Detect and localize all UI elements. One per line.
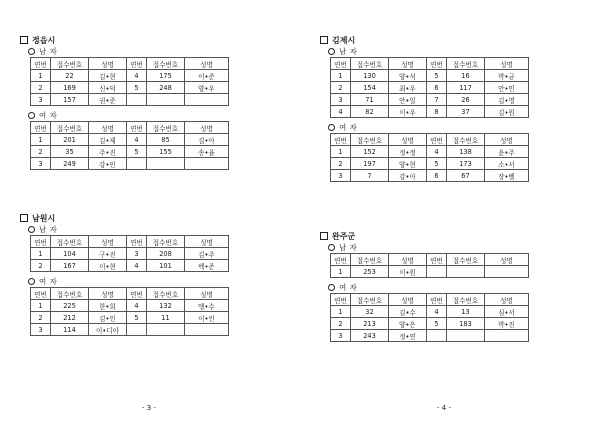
table-cell: 11 xyxy=(147,312,185,324)
table-cell: 130 xyxy=(351,70,389,82)
column-header: 성명 xyxy=(389,254,427,266)
table-cell: 구•진 xyxy=(89,248,127,260)
column-header: 연번 xyxy=(31,236,51,248)
region-name: 완주군 xyxy=(332,231,356,241)
column-header: 연번 xyxy=(427,58,447,70)
table-cell: 소•서 xyxy=(485,158,529,170)
table-cell: 5 xyxy=(427,158,447,170)
table-row xyxy=(31,324,229,336)
table-cell xyxy=(185,158,229,170)
table-cell: 71 xyxy=(351,94,389,106)
table-cell: 정•연 xyxy=(389,330,427,342)
table-cell: 이•인 xyxy=(185,312,229,324)
table-row xyxy=(31,300,229,312)
table-cell: 1 xyxy=(31,248,51,260)
table-cell: 강•아 xyxy=(389,170,427,182)
column-header: 접수번호 xyxy=(447,58,485,70)
column-header: 연번 xyxy=(31,122,51,134)
column-header: 연번 xyxy=(127,122,147,134)
group-label xyxy=(28,276,229,287)
checkbox-square-icon xyxy=(320,232,328,240)
table-header-row xyxy=(331,58,529,70)
table-cell xyxy=(447,330,485,342)
table-cell: 이•우 xyxy=(389,106,427,118)
applicant-table xyxy=(330,253,529,278)
table-cell: 3 xyxy=(31,324,51,336)
table-cell: 5 xyxy=(127,312,147,324)
column-header: 성명 xyxy=(185,58,229,70)
table-cell: 155 xyxy=(147,146,185,158)
circle-bullet-icon xyxy=(28,48,35,55)
table-cell: 4 xyxy=(427,146,447,158)
table-cell: 152 xyxy=(351,146,389,158)
table-cell: 201 xyxy=(51,134,89,146)
table-cell: 1 xyxy=(31,134,51,146)
table-cell: 백•준 xyxy=(185,260,229,272)
column-header: 접수번호 xyxy=(351,134,389,146)
table-row xyxy=(331,146,529,158)
table-row xyxy=(31,260,229,272)
table-cell: 7 xyxy=(351,170,389,182)
table-cell: 안•일 xyxy=(389,94,427,106)
column-header: 성명 xyxy=(485,134,529,146)
table-cell: 김•수 xyxy=(389,306,427,318)
table-cell: 양•현 xyxy=(389,158,427,170)
table-row xyxy=(331,106,529,118)
table-row xyxy=(31,94,229,106)
table-row xyxy=(331,70,529,82)
table-cell: 82 xyxy=(351,106,389,118)
table-row xyxy=(31,248,229,260)
table-cell xyxy=(427,266,447,278)
group-label xyxy=(328,122,529,133)
column-header: 접수번호 xyxy=(51,236,89,248)
group-label xyxy=(328,282,529,293)
region-gimje xyxy=(320,34,529,182)
column-header: 접수번호 xyxy=(147,236,185,248)
table-cell xyxy=(427,330,447,342)
table-cell: 이•원 xyxy=(389,266,427,278)
group-label xyxy=(28,110,229,121)
column-header: 성명 xyxy=(185,122,229,134)
table-row xyxy=(31,312,229,324)
table-cell: 김•아 xyxy=(185,134,229,146)
table-cell xyxy=(485,330,529,342)
table-row xyxy=(31,134,229,146)
group-label xyxy=(328,242,529,253)
table-cell: 주•진 xyxy=(89,146,127,158)
table-cell: 이•디아 xyxy=(89,324,127,336)
table-row xyxy=(31,158,229,170)
region-namwon xyxy=(20,212,229,336)
column-header: 성명 xyxy=(485,254,529,266)
table-cell: 248 xyxy=(147,82,185,94)
table-cell: 박•균 xyxy=(485,70,529,82)
table-cell: 4 xyxy=(427,306,447,318)
table-cell: 김•제 xyxy=(89,134,127,146)
table-cell: 2 xyxy=(31,312,51,324)
column-header: 연번 xyxy=(331,58,351,70)
page-right xyxy=(300,0,600,424)
table-cell: 6 xyxy=(427,82,447,94)
column-header: 연번 xyxy=(331,134,351,146)
table-row xyxy=(331,266,529,278)
table-cell: 4 xyxy=(127,134,147,146)
table-cell: 2 xyxy=(31,146,51,158)
group-label-text: 여 자 xyxy=(39,277,58,286)
column-header: 접수번호 xyxy=(447,134,485,146)
table-cell: 67 xyxy=(447,170,485,182)
column-header: 접수번호 xyxy=(447,294,485,306)
table-cell: 4 xyxy=(127,70,147,82)
circle-bullet-icon xyxy=(28,112,35,119)
column-header: 성명 xyxy=(89,122,127,134)
table-cell xyxy=(127,324,147,336)
group-label xyxy=(328,46,529,57)
table-cell: 정•정 xyxy=(389,146,427,158)
group-label-text: 남 자 xyxy=(339,243,358,252)
circle-bullet-icon xyxy=(28,278,35,285)
table-cell: 신•덕 xyxy=(89,82,127,94)
table-cell: 13 xyxy=(447,306,485,318)
table-header-row xyxy=(331,134,529,146)
table-header-row xyxy=(331,254,529,266)
table-header-row xyxy=(31,236,229,248)
table-cell: 4 xyxy=(127,300,147,312)
table-cell: 5 xyxy=(427,318,447,330)
table-row xyxy=(331,330,529,342)
column-header: 성명 xyxy=(389,134,427,146)
column-header: 접수번호 xyxy=(147,58,185,70)
column-header: 접수번호 xyxy=(51,122,89,134)
region-jeongeup xyxy=(20,34,229,170)
table-cell: 1 xyxy=(31,70,51,82)
table-cell: 35 xyxy=(51,146,89,158)
column-header: 성명 xyxy=(389,58,427,70)
applicant-table xyxy=(330,293,529,342)
table-cell: 김•영 xyxy=(485,94,529,106)
table-cell: 양•은 xyxy=(389,318,427,330)
column-header: 연번 xyxy=(31,288,51,300)
table-cell: 김•주 xyxy=(185,248,229,260)
table-cell: 249 xyxy=(51,158,89,170)
circle-bullet-icon xyxy=(328,244,335,251)
table-cell xyxy=(185,94,229,106)
table-cell: 157 xyxy=(51,94,89,106)
column-header: 성명 xyxy=(485,294,529,306)
checkbox-square-icon xyxy=(20,214,28,222)
table-cell xyxy=(127,94,147,106)
table-cell: 박•진 xyxy=(485,318,529,330)
column-header: 연번 xyxy=(331,254,351,266)
table-cell: 1 xyxy=(331,70,351,82)
region-wanju xyxy=(320,230,529,342)
column-header: 접수번호 xyxy=(51,58,89,70)
table-cell: 심•서 xyxy=(485,306,529,318)
table-cell: 1 xyxy=(331,266,351,278)
column-header: 접수번호 xyxy=(147,122,185,134)
column-header: 성명 xyxy=(389,294,427,306)
group-label-text: 남 자 xyxy=(339,47,358,56)
region-title xyxy=(320,34,529,46)
table-cell: 권•준 xyxy=(89,94,127,106)
table-cell: 2 xyxy=(331,158,351,170)
applicant-table xyxy=(30,121,229,170)
circle-bullet-icon xyxy=(28,226,35,233)
table-cell xyxy=(147,158,185,170)
column-header: 연번 xyxy=(127,236,147,248)
table-cell: 101 xyxy=(147,260,185,272)
table-cell: 양•우 xyxy=(185,82,229,94)
table-cell: 1 xyxy=(331,306,351,318)
table-cell: 138 xyxy=(447,146,485,158)
applicant-table xyxy=(30,287,229,336)
column-header: 성명 xyxy=(89,288,127,300)
table-cell: 253 xyxy=(351,266,389,278)
table-cell: 132 xyxy=(147,300,185,312)
column-header: 연번 xyxy=(427,294,447,306)
table-cell: 강•인 xyxy=(89,158,127,170)
page-number: - 3 - xyxy=(142,404,156,412)
table-cell: 2 xyxy=(31,260,51,272)
table-cell: 양•석 xyxy=(389,70,427,82)
table-cell: 맹•수 xyxy=(185,300,229,312)
table-cell: 225 xyxy=(51,300,89,312)
applicant-table xyxy=(30,235,229,272)
table-cell: 37 xyxy=(447,106,485,118)
table-row xyxy=(331,94,529,106)
group-label-text: 여 자 xyxy=(339,283,358,292)
table-cell: 197 xyxy=(351,158,389,170)
table-cell: 8 xyxy=(427,106,447,118)
column-header: 성명 xyxy=(89,58,127,70)
table-row xyxy=(31,70,229,82)
table-cell: 최•우 xyxy=(389,82,427,94)
table-row xyxy=(31,146,229,158)
table-cell: 이•준 xyxy=(185,70,229,82)
column-header: 성명 xyxy=(185,288,229,300)
table-cell: 김•원 xyxy=(485,106,529,118)
table-cell: 5 xyxy=(127,146,147,158)
table-cell: 208 xyxy=(147,248,185,260)
table-cell: 5 xyxy=(427,70,447,82)
table-cell: 175 xyxy=(147,70,185,82)
table-cell: 윤•주 xyxy=(485,146,529,158)
group-label-text: 여 자 xyxy=(39,111,58,120)
table-cell: 85 xyxy=(147,134,185,146)
table-header-row xyxy=(31,122,229,134)
table-cell: 1 xyxy=(31,300,51,312)
table-row xyxy=(31,82,229,94)
table-cell: 104 xyxy=(51,248,89,260)
group-label xyxy=(28,46,229,57)
table-row xyxy=(331,306,529,318)
column-header: 접수번호 xyxy=(447,254,485,266)
circle-bullet-icon xyxy=(328,124,335,131)
table-cell: 114 xyxy=(51,324,89,336)
table-cell: 243 xyxy=(351,330,389,342)
region-title xyxy=(20,212,229,224)
table-cell: 장•벨 xyxy=(485,170,529,182)
column-header: 연번 xyxy=(427,254,447,266)
group-label-text: 남 자 xyxy=(39,47,58,56)
region-name: 정읍시 xyxy=(32,35,56,45)
region-title xyxy=(320,230,529,242)
table-cell: 3 xyxy=(31,94,51,106)
table-cell: 송•율 xyxy=(185,146,229,158)
table-cell: 3 xyxy=(331,94,351,106)
table-cell: 154 xyxy=(351,82,389,94)
table-cell: 183 xyxy=(447,318,485,330)
column-header: 접수번호 xyxy=(351,58,389,70)
table-cell: 3 xyxy=(331,170,351,182)
table-cell: 212 xyxy=(51,312,89,324)
column-header: 연번 xyxy=(127,58,147,70)
table-cell: 4 xyxy=(331,106,351,118)
page-number: - 4 - xyxy=(437,404,451,412)
applicant-table xyxy=(30,57,229,106)
column-header: 접수번호 xyxy=(351,294,389,306)
checkbox-square-icon xyxy=(20,36,28,44)
table-cell: 2 xyxy=(331,82,351,94)
table-cell: 3 xyxy=(31,158,51,170)
table-cell: 3 xyxy=(127,248,147,260)
table-cell xyxy=(485,266,529,278)
table-row xyxy=(331,82,529,94)
table-cell xyxy=(127,158,147,170)
column-header: 연번 xyxy=(331,294,351,306)
table-cell: 김•현 xyxy=(89,70,127,82)
column-header: 성명 xyxy=(485,58,529,70)
table-cell: 이•현 xyxy=(89,260,127,272)
table-cell: 4 xyxy=(127,260,147,272)
table-cell xyxy=(185,324,229,336)
table-cell: 6 xyxy=(427,170,447,182)
column-header: 연번 xyxy=(427,134,447,146)
table-cell: 3 xyxy=(331,330,351,342)
region-name: 김제시 xyxy=(332,35,356,45)
table-header-row xyxy=(31,58,229,70)
group-label xyxy=(28,224,229,235)
table-cell: 22 xyxy=(51,70,89,82)
table-cell: 1 xyxy=(331,146,351,158)
table-cell: 169 xyxy=(51,82,89,94)
table-cell: 안•민 xyxy=(485,82,529,94)
column-header: 연번 xyxy=(127,288,147,300)
applicant-table xyxy=(330,57,529,118)
table-row xyxy=(331,158,529,170)
table-cell: 26 xyxy=(447,94,485,106)
column-header: 성명 xyxy=(185,236,229,248)
column-header: 연번 xyxy=(31,58,51,70)
table-cell: 한•희 xyxy=(89,300,127,312)
table-cell: 117 xyxy=(447,82,485,94)
circle-bullet-icon xyxy=(328,48,335,55)
group-label-text: 남 자 xyxy=(39,225,58,234)
table-cell: 2 xyxy=(331,318,351,330)
table-cell: 2 xyxy=(31,82,51,94)
checkbox-square-icon xyxy=(320,36,328,44)
table-cell: 213 xyxy=(351,318,389,330)
column-header: 접수번호 xyxy=(147,288,185,300)
table-header-row xyxy=(331,294,529,306)
table-cell xyxy=(147,324,185,336)
table-cell: 김•인 xyxy=(89,312,127,324)
table-cell xyxy=(447,266,485,278)
circle-bullet-icon xyxy=(328,284,335,291)
table-row xyxy=(331,170,529,182)
column-header: 접수번호 xyxy=(351,254,389,266)
table-cell xyxy=(147,94,185,106)
table-cell: 32 xyxy=(351,306,389,318)
region-name: 남원시 xyxy=(32,213,56,223)
table-cell: 7 xyxy=(427,94,447,106)
group-label-text: 여 자 xyxy=(339,123,358,132)
table-cell: 5 xyxy=(127,82,147,94)
column-header: 접수번호 xyxy=(51,288,89,300)
applicant-table xyxy=(330,133,529,182)
table-cell: 173 xyxy=(447,158,485,170)
table-header-row xyxy=(31,288,229,300)
column-header: 성명 xyxy=(89,236,127,248)
table-cell: 167 xyxy=(51,260,89,272)
table-row xyxy=(331,318,529,330)
table-cell: 16 xyxy=(447,70,485,82)
region-title xyxy=(20,34,229,46)
